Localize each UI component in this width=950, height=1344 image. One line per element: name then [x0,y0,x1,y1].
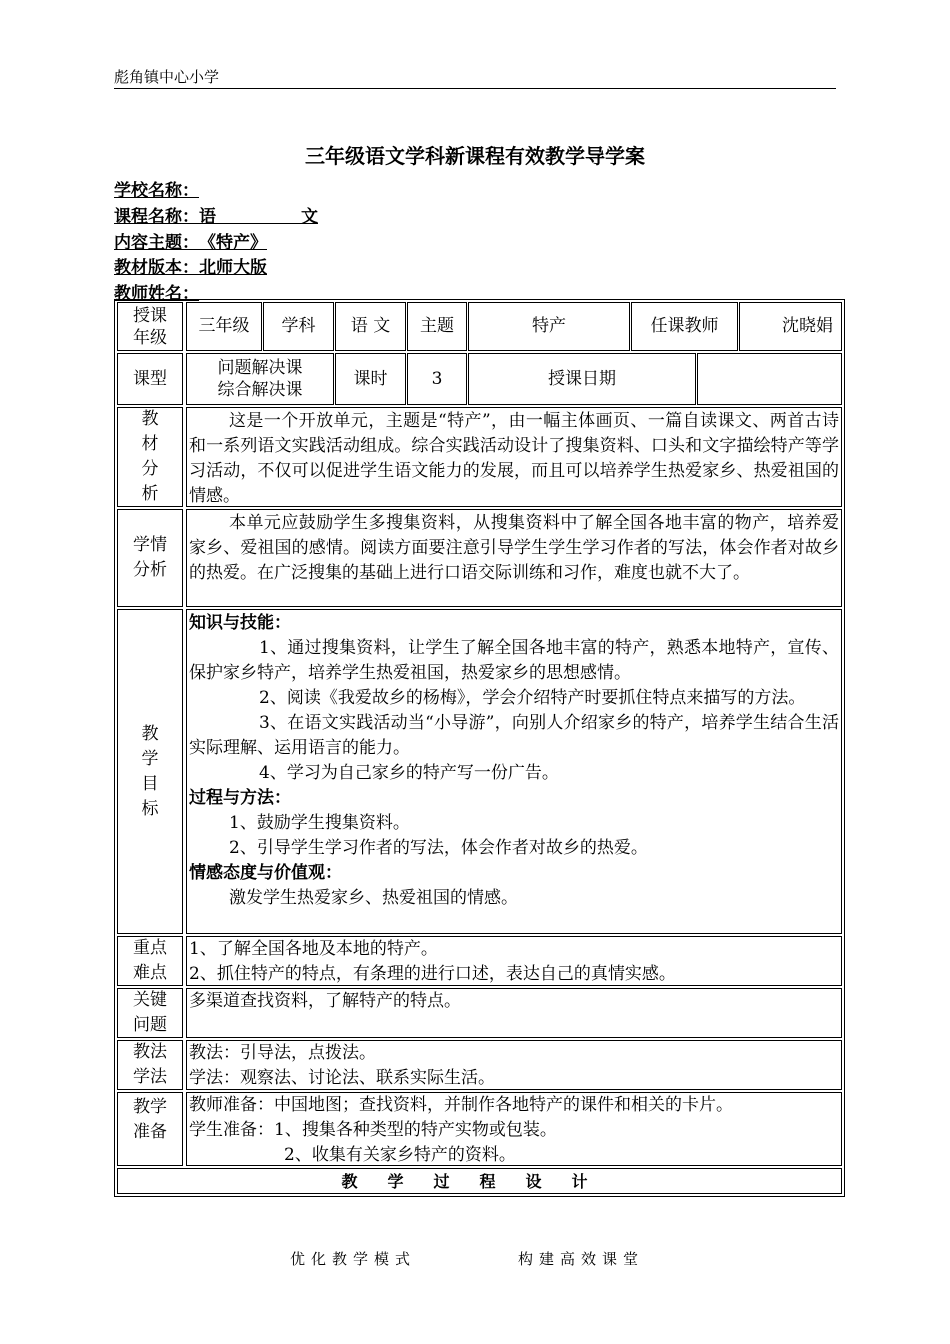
topic-label: 内容主题： [114,233,199,253]
info-school [114,176,199,201]
material-label-char: 教 [141,409,159,429]
issue-text: 多渠道查找资料，了解特产的特点。 [189,991,461,1011]
teacher-name-value: 沈晓娟 [739,302,842,351]
goal-k4: 4、学习为自己家乡的特产写一份广告。 [259,763,559,783]
process-title: 过程与方法： [189,788,291,808]
learning-text: 本单元应鼓励学生多搜集资料，从搜集资料中了解全国各地丰富的物产，培养爱家乡、爱祖国的感情。阅读方面要注意引导学生学生学习作者的写法，体会作者对故乡的热爱。在广泛搜集的基础上进行口语交际训练和习作，难度也就不大了。 [189,513,839,583]
material-text-cell [186,407,842,507]
key-line-2: 2、抓住特产的特点，有条理的进行口述，表达自己的真情实感。 [189,964,676,984]
info-topic [114,228,267,253]
edition-value: 北师大版 [199,258,267,278]
goals-label-char: 标 [141,798,159,819]
issue-label-line: 关键 [133,990,167,1010]
lesson-plan-table [114,299,845,1197]
process-header [117,1168,842,1194]
methods-label-line: 教法 [133,1042,167,1062]
goals-label-char: 目 [141,773,159,794]
document-title: 三年级语文学科新课程有效教学导学案 [305,144,645,168]
topic-value: 《特产》 [199,233,267,253]
type-value [186,353,334,405]
course-value: 语 文 [199,207,318,227]
prep-line-1: 教师准备：中国地图；查找资料，并制作各地特产的课件和相关的卡片。 [189,1095,733,1115]
material-label [117,407,183,507]
grade-label: 授课 年级 [117,302,183,351]
prep-line-3: 2、收集有关家乡特产的资料。 [284,1145,516,1165]
goal-k3: 3、在语文实践活动当“小导游”，向别人介绍家乡的特产，培养学生结合生活实际理解、运用语言的能力。 [189,713,839,758]
goals-label-char: 学 [141,748,159,769]
key-label [117,936,183,986]
prep-label [117,1092,183,1166]
edition-label: 教材版本： [114,258,199,278]
header-school: 彪角镇中心小学 [114,68,220,86]
goals-text-cell [186,609,842,934]
prep-text-cell [186,1092,842,1166]
theme-label: 主题 [407,302,467,351]
methods-label [117,1040,183,1090]
date-value [697,353,842,405]
footer-left: 优化教学模式 [290,1250,417,1268]
info-edition [114,253,267,278]
learning-label-line: 学情 [133,535,167,555]
type-value-2: 综合解决课 [217,380,303,400]
goal-k1: 1、通过搜集资料，让学生了解全国各地丰富的特产，熟悉本地特产，宣传、保护家乡特产，培养学生热爱祖国，热爱家乡的思想感情。 [189,638,839,683]
grade-value: 三年级 [186,302,262,351]
issue-text-cell [186,988,842,1038]
learning-text-cell [186,509,842,607]
goals-label-char: 教 [141,723,159,744]
goal-e1: 激发学生热爱家乡、热爱祖国的情感。 [229,888,518,908]
type-label: 课型 [117,353,183,405]
material-label-char: 析 [141,484,159,504]
learning-label [117,509,183,607]
footer-right: 构建高效课堂 [518,1250,645,1268]
type-value-1: 问题解决课 [217,358,303,378]
goal-p1: 1、鼓励学生搜集资料。 [229,813,410,833]
material-text: 这是一个开放单元，主题是“特产”，由一幅主体画页、一篇自读课文、两首古诗和一系列语文实践活动组成。综合实践活动设计了搜集资料、口头和文字描绘特产等学习活动，不仅可以促进学生语文能力的发展，而且可以培养学生热爱家乡、热爱祖国的情感。 [189,411,839,506]
learning-label-line: 分析 [133,560,167,580]
key-label-line: 重点 [133,938,167,958]
key-label-line: 难点 [133,963,167,983]
prep-label-line: 教学 [133,1097,167,1117]
theme-value: 特产 [468,302,630,351]
methods-label-line: 学法 [133,1067,167,1087]
key-text-cell [186,936,842,986]
hours-value: 3 [407,353,467,405]
subject-label: 学科 [263,302,334,351]
methods-line-1: 教法：引导法，点拨法。 [189,1043,376,1063]
subject-value: 语 文 [335,302,406,351]
methods-line-2: 学法：观察法、讨论法、联系实际生活。 [189,1068,495,1088]
prep-line-2: 学生准备：1、搜集各种类型的特产实物或包装。 [189,1120,557,1140]
issue-label-line: 问题 [133,1015,167,1035]
header-divider [114,88,836,89]
key-line-1: 1、了解全国各地及本地的特产。 [189,939,438,959]
issue-label [117,988,183,1038]
course-label: 课程名称： [114,207,199,227]
hours-label: 课时 [335,353,406,405]
emotion-title: 情感态度与价值观： [189,863,342,883]
teacher-label: 教师姓名： [114,284,199,304]
knowledge-title: 知识与技能： [189,613,291,633]
process-header-text: 教学过程设计 [341,1171,618,1191]
material-label-char: 分 [141,459,159,479]
material-label-char: 材 [141,434,159,454]
teacher-name-label: 任课教师 [631,302,738,351]
info-course [114,202,318,227]
date-label: 授课日期 [468,353,696,405]
goal-k2: 2、阅读《我爱故乡的杨梅》，学会介绍特产时要抓住特点来描写的方法。 [259,688,806,708]
goal-p2: 2、引导学生学习作者的写法，体会作者对故乡的热爱。 [229,838,648,858]
prep-label-line: 准备 [133,1122,167,1142]
school-label: 学校名称： [114,181,199,201]
methods-text-cell [186,1040,842,1090]
goals-label [117,609,183,934]
